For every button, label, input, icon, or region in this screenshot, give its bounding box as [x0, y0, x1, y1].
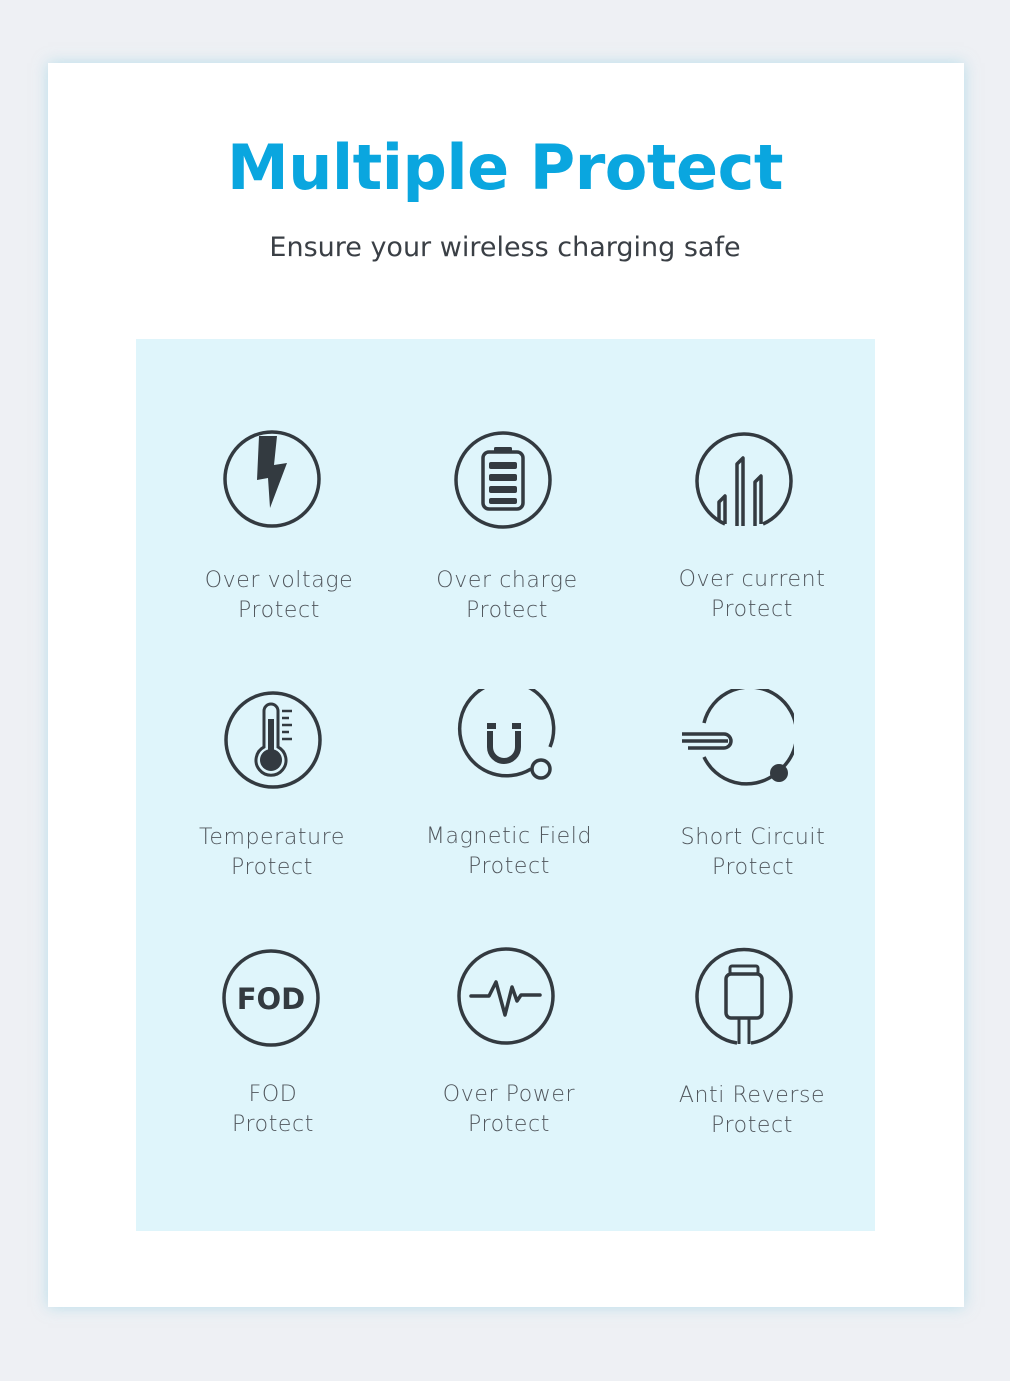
short-circuit-icon	[680, 689, 794, 789]
feature-label-over-current: Over current Protect	[678, 567, 826, 622]
magnet-icon	[453, 689, 557, 793]
fod-icon-text: FOD	[236, 982, 306, 1016]
feature-label-over-power: Over Power Protect	[442, 1082, 576, 1137]
lightning-bolt-icon	[222, 428, 322, 530]
charging-cable-icon	[693, 946, 795, 1048]
page-title: Multiple Protect	[227, 131, 783, 204]
page-subtitle: Ensure your wireless charging safe	[269, 232, 741, 263]
feature-over-power	[455, 945, 557, 1047]
current-bars-icon	[693, 428, 795, 530]
feature-label-magnetic-field: Magnetic Field Protect	[425, 824, 593, 879]
thermometer-icon	[222, 689, 324, 791]
fod-icon	[220, 947, 322, 1049]
feature-fod	[220, 947, 322, 1049]
battery-icon	[453, 430, 553, 530]
feature-label-anti-reverse: Anti Reverse Protect	[678, 1083, 826, 1138]
feature-over-voltage	[222, 428, 322, 530]
feature-over-current	[693, 428, 795, 530]
pulse-wave-icon	[455, 945, 557, 1047]
feature-label-short-circuit: Short Circuit Protect	[680, 825, 826, 880]
feature-over-charge	[453, 430, 553, 530]
feature-label-over-charge: Over charge Protect	[436, 568, 578, 623]
feature-temperature	[222, 689, 324, 791]
feature-anti-reverse	[693, 946, 795, 1048]
feature-magnetic-field	[453, 689, 557, 793]
feature-label-temperature: Temperature Protect	[199, 825, 345, 880]
feature-label-over-voltage: Over voltage Protect	[204, 568, 354, 623]
feature-label-fod: FOD Protect	[232, 1082, 314, 1137]
feature-short-circuit	[680, 689, 794, 789]
